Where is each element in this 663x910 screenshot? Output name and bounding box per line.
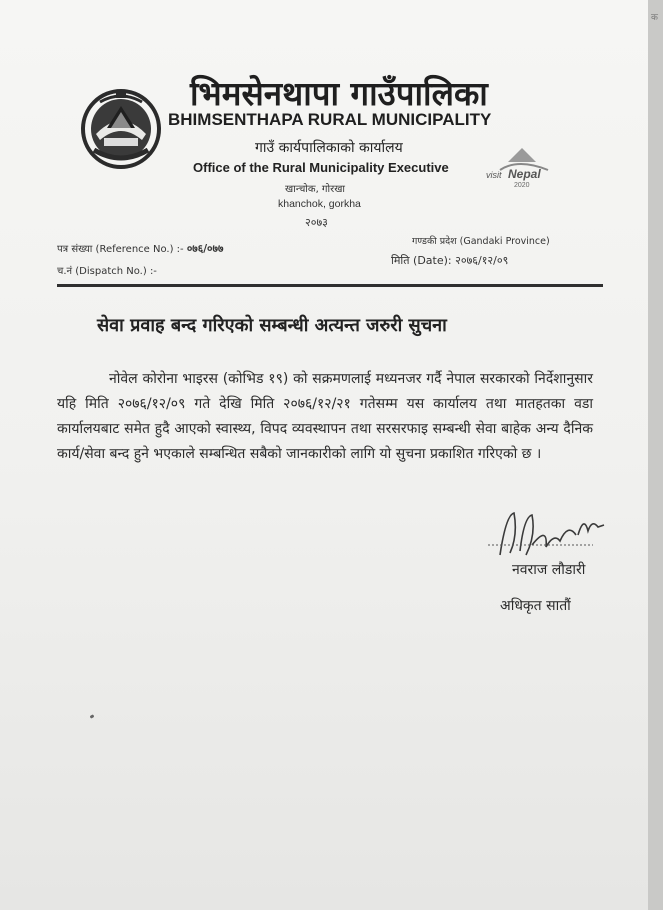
svg-text:Nepal: Nepal [508, 167, 541, 181]
government-emblem-icon [80, 88, 162, 170]
header-divider [57, 284, 603, 287]
paper-mark [90, 714, 95, 719]
address-nepali: खान्चोक, गोरखा [285, 184, 346, 195]
underlying-page-text: क [651, 13, 658, 23]
established-year: २०७३ [305, 216, 328, 229]
date-label: मिति (Date): [391, 254, 452, 267]
underlying-page-edge [648, 0, 663, 910]
municipality-name-english: BHIMSENTHAPA RURAL MUNICIPALITY [168, 110, 492, 129]
reference-label: पत्र संख्या (Reference No.) :- [57, 244, 184, 255]
signer-name: नवराज लौडारी [512, 562, 586, 578]
office-name-english: Office of the Rural Municipality Executive [193, 160, 449, 175]
letter-date [391, 253, 508, 268]
notice-body: नोवेल कोरोना भाइरस (कोभिड १९) को सक्रमणलाई मध्यनजर गर्दै नेपाल सरकारको निर्देशानुसार यहि मिति २०७६/१२/०९ गते देखि मिति २०७६/१२/२१ गतेसम्म यस कार्यालय तथा मातहतका वडा कार्यालयबाट समेत हुदै आएको स्वास्थ्य, विपद व्यवस्थापन तथा सरसरफाइ सम्बन्धी सेवा बाहेक अन्य दैनिक कार्य/सेवा बन्द हुने भएकाले सम्बन्धित सबैको जानकारीको लागि यो सुचना प्रकाशित गरिएको छ । [57, 371, 593, 462]
office-name-nepali: गाउँ कार्यपालिकाको कार्यालय [255, 140, 403, 156]
notice-heading: सेवा प्रवाह बन्द गरिएको सम्बन्धी अत्यन्त जरुरी सुचना [97, 315, 447, 336]
signer-designation: अधिकृत सातौं [500, 598, 571, 614]
dispatch-number: च.नं (Dispatch No.) :- [57, 266, 157, 277]
reference-number [57, 241, 223, 256]
handwritten-signature-icon [488, 505, 618, 565]
svg-text:visit: visit [486, 170, 502, 180]
address-english: khanchok, gorkha [278, 198, 361, 210]
reference-value: ०७६/०७७ [186, 243, 224, 255]
municipality-name-nepali: भिमसेनथापा गाउँपालिका [190, 74, 488, 113]
visit-nepal-2020-icon [478, 140, 558, 190]
svg-text:2020: 2020 [514, 182, 530, 189]
date-value: २०७६/१२/०९ [455, 254, 509, 267]
province-name: गण्डकी प्रदेश (Gandaki Province) [412, 236, 550, 247]
